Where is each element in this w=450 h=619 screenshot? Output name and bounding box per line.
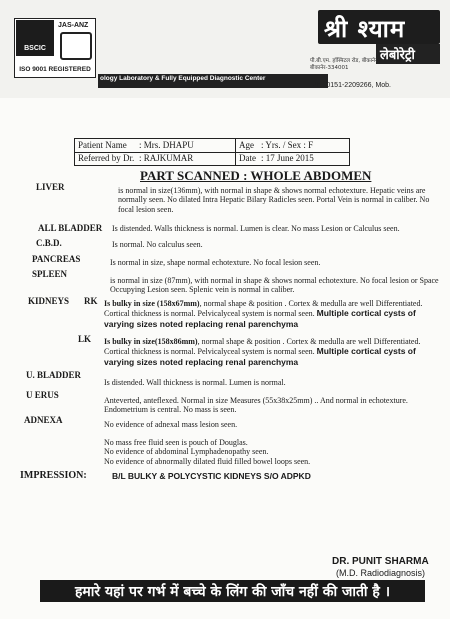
referred-by-value: : RAJKUMAR (139, 153, 194, 163)
impression-text: B/L BULKY & POLYCYSTIC KIDNEYS S/O ADPKD (112, 471, 311, 481)
douglas-finding: No mass free fluid seen is pouch of Douglas. (104, 438, 248, 447)
patient-name-label: Patient Name (78, 140, 127, 150)
patient-info-table (74, 138, 350, 166)
pancreas-label: PANCREAS (32, 254, 81, 264)
jas-anz-logo (60, 32, 92, 60)
left-kidney-size: Is bulky in size(158x86mm) (104, 337, 198, 346)
right-kidney-size: Is bulky in size (158x67mm) (104, 299, 200, 308)
urinary-bladder-finding: Is distended. Wall thickness is normal. Lumen is normal. (104, 378, 286, 387)
spleen-finding: is normal in size (87mm), with normal in shape & shows normal echotexture. No focal lesion or Space Occupying Lesion seen. Splenic vein is normal in caliber. (110, 276, 439, 295)
report-title: PART SCANNED : WHOLE ABDOMEN (140, 168, 372, 183)
bowel-finding: No evidence of abnormally dilated fluid filled bowel loops seen. (104, 456, 311, 466)
cbd-finding: Is normal. No calculus seen. (112, 240, 203, 249)
pancreas-finding: Is normal in size, shape normal echotexture. No focal lesion seen. (110, 258, 321, 267)
bscic-label: BSCIC (24, 45, 46, 52)
referred-by-label: Referred by Dr. (78, 153, 135, 163)
gallbladder-label: ALL BLADDER (38, 223, 103, 233)
adnexa-label: ADNEXA (24, 415, 63, 425)
uterus-finding: Anteverted, anteflexed. Normal in size Measures (55x38x25mm) .. And normal in echotexture. Endometrium is central. No mass is seen. (104, 396, 408, 415)
impression-label: IMPRESSION: (20, 470, 87, 481)
date-value: : 17 June 2015 (261, 153, 314, 163)
liver-finding: is normal in size(136mm), with normal in shape & shows normal echotexture. Hepatic veins are normally seen. No dilated Intra Hepatic Bilary Radicles seen. Portal Vein is normal in caliber. No focal lesion seen. (118, 186, 430, 214)
spleen-label: SPLEEN (32, 269, 68, 279)
liver-label: LIVER (36, 182, 65, 192)
urinary-bladder-label: U. BLADDER (26, 370, 82, 380)
footer-notice: हमारे यहां पर गर्भ में बच्चे के लिंग की जाँच नहीं की जाती है । (74, 584, 391, 600)
right-kidney-finding (104, 299, 440, 329)
age-sex-value: : Yrs. / Sex : F (261, 140, 314, 150)
right-kidney-emphasis: Multiple cortical cysts of varying sizes noted replacing renal parenchyma (104, 308, 416, 329)
left-kidney-emphasis: Multiple cortical cysts of varying sizes noted replacing renal parenchyma (104, 346, 416, 367)
lymphadenopathy-finding: No evidence of abdominal Lymphadenopathy seen. (104, 447, 269, 457)
kidneys-label: KIDNEYS (28, 296, 70, 306)
gallbladder-finding: Is distended. Walls thickness is normal. Lumen is clear. No mass Lesion or Calculus seen. (112, 224, 400, 233)
brand-name: श्री श्याम (324, 15, 406, 43)
jas-anz-label: JAS-ANZ (58, 22, 89, 29)
patient-name-value: : Mrs. DHAPU (139, 140, 194, 150)
brand-sub: लेबोरेट्री (380, 48, 415, 63)
address-line-1: पी.बी.एम. हॉस्पिटल रोड, बीकानेर (310, 58, 378, 64)
doctor-name: DR. PUNIT SHARMA (332, 556, 429, 567)
left-kidney-label: LK (78, 334, 92, 344)
date-label: Date (239, 153, 256, 163)
adnexa-finding: No evidence of adnexal mass lesion seen. (104, 420, 238, 429)
age-label: Age (239, 140, 254, 150)
left-kidney-text: , normal shape & position . Cortex & medulla are well Differentiated. Cortical thickness is normal. Pelvicalyceal system is normal seen. (104, 337, 421, 357)
lab-tagline: ology Laboratory & Fully Equipped Diagnostic Center (100, 75, 266, 82)
doctor-qualification: (M.D. Radiodiagnosis) (336, 568, 426, 578)
address (310, 58, 377, 72)
uterus-label: U ERUS (26, 390, 59, 400)
left-kidney-finding (104, 337, 440, 367)
additional-findings (104, 438, 440, 466)
address-line-2: बीकानेर-334001 (310, 65, 349, 71)
cbd-label: C.B.D. (36, 238, 62, 248)
right-kidney-label: RK (84, 296, 98, 306)
phone: Ph.: 0151-2209266, Mob. (312, 82, 392, 89)
right-kidney-text: , normal shape & position . Cortex & medulla are well Differentiated. Cortical thickness is normal. Pelvicalyceal system is normal seen. (104, 299, 423, 319)
iso-label: ISO 9001 REGISTERED (19, 66, 91, 73)
